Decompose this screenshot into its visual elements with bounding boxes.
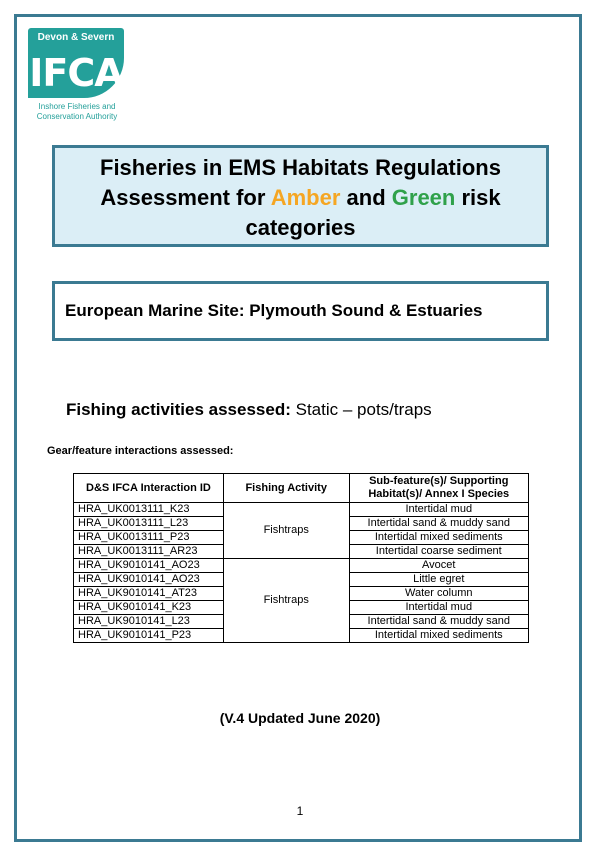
sub-feature: Intertidal mixed sediments	[349, 629, 528, 643]
sub-feature: Intertidal sand & muddy sand	[349, 615, 528, 629]
interaction-id: HRA_UK9010141_AO23	[74, 573, 224, 587]
header-id: D&S IFCA Interaction ID	[74, 474, 224, 503]
title-line-2-pre: Assessment for	[100, 185, 271, 210]
table-row	[74, 503, 529, 517]
page-number: 1	[296, 804, 304, 818]
logo-subtitle: Inshore Fisheries and Conservation Authority	[36, 102, 118, 121]
sub-feature: Intertidal mud	[349, 503, 528, 517]
title-and: and	[340, 185, 392, 210]
interaction-id: HRA_UK0013111_K23	[74, 503, 224, 517]
interaction-id: HRA_UK9010141_AT23	[74, 587, 224, 601]
gear-table	[73, 473, 529, 643]
logo-mark: IFCA	[28, 48, 124, 98]
fishing-activities	[66, 400, 432, 420]
ifca-logo	[28, 28, 126, 128]
sub-feature: Intertidal coarse sediment	[349, 545, 528, 559]
fishing-activity: Fishtraps	[223, 559, 349, 643]
interaction-id: HRA_UK0013111_L23	[74, 517, 224, 531]
gear-heading: Gear/feature interactions assessed:	[47, 445, 234, 457]
activities-label: Fishing activities assessed:	[66, 400, 291, 419]
title-line-1: Fisheries in EMS Habitats Regulations	[100, 155, 501, 180]
sub-feature: Intertidal mixed sediments	[349, 531, 528, 545]
logo-banner: Devon & Severn	[28, 28, 124, 48]
title-amber: Amber	[270, 185, 341, 210]
interaction-id: HRA_UK0013111_AR23	[74, 545, 224, 559]
sub-feature: Water column	[349, 587, 528, 601]
version-note: (V.4 Updated June 2020)	[219, 710, 381, 726]
header-activity: Fishing Activity	[223, 474, 349, 503]
site-name: European Marine Site: Plymouth Sound & Estuaries	[52, 281, 549, 341]
table-header-row	[74, 474, 529, 503]
interaction-id: HRA_UK9010141_AO23	[74, 559, 224, 573]
title-line-2	[55, 183, 546, 213]
table-row	[74, 559, 529, 573]
document-title	[52, 145, 549, 247]
interaction-id: HRA_UK9010141_L23	[74, 615, 224, 629]
sub-feature: Intertidal sand & muddy sand	[349, 517, 528, 531]
interaction-id: HRA_UK9010141_P23	[74, 629, 224, 643]
interaction-id: HRA_UK9010141_K23	[74, 601, 224, 615]
activities-value: Static – pots/traps	[290, 400, 432, 419]
sub-feature: Avocet	[349, 559, 528, 573]
title-green: Green	[391, 185, 456, 210]
title-line-2-post: risk	[455, 185, 501, 210]
header-feature: Sub-feature(s)/ Supporting Habitat(s)/ Annex I Species	[349, 474, 528, 503]
interaction-id: HRA_UK0013111_P23	[74, 531, 224, 545]
sub-feature: Intertidal mud	[349, 601, 528, 615]
title-line-3: categories	[245, 215, 356, 240]
fishing-activity: Fishtraps	[223, 503, 349, 559]
sub-feature: Little egret	[349, 573, 528, 587]
